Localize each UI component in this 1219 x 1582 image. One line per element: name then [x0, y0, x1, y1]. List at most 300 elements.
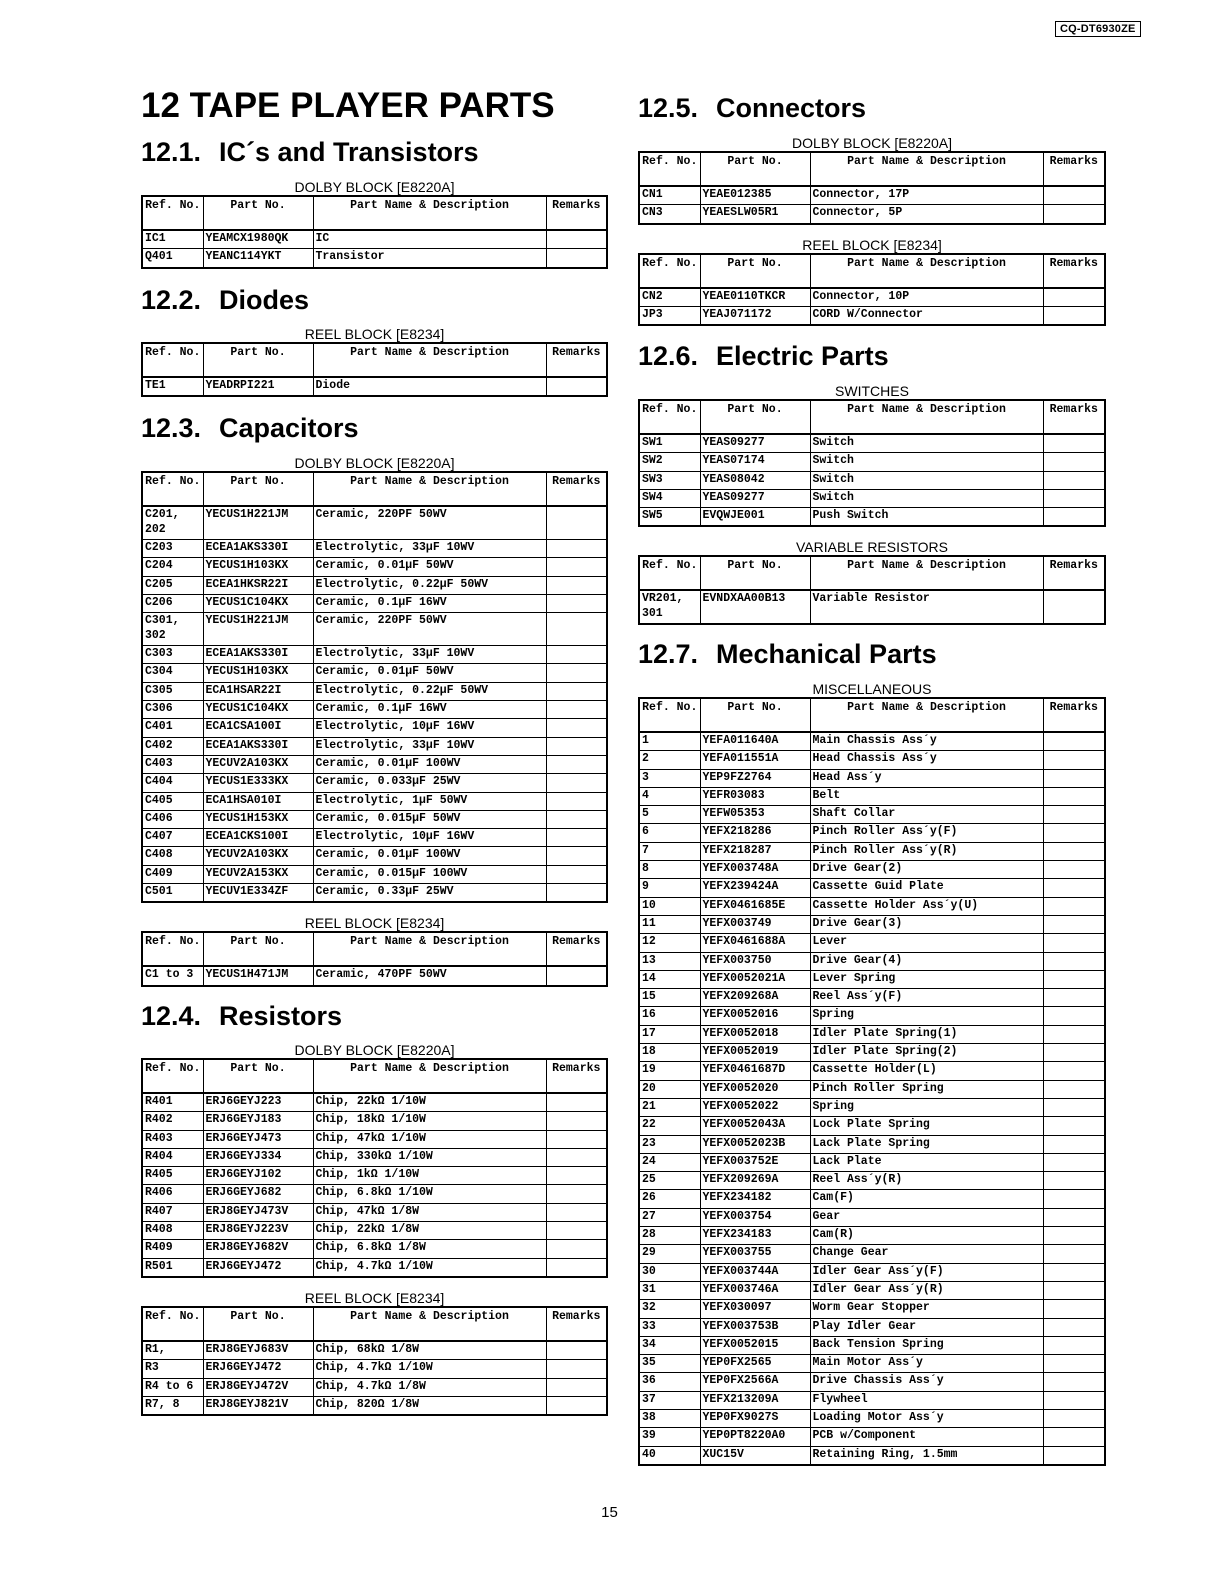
ref-no-cell: SW1	[639, 434, 700, 453]
parts-table	[141, 195, 608, 269]
ref-no-cell: C407	[142, 829, 203, 847]
remarks-cell	[546, 966, 607, 985]
description-cell: Ceramic, 220PF 50WV	[313, 613, 546, 646]
remarks-cell	[1043, 769, 1105, 787]
parts-table	[638, 555, 1106, 625]
description-cell: Electrolytic, 0.22µF 50WV	[313, 682, 546, 700]
description-cell: Chip, 4.7kΩ 1/10W	[313, 1258, 546, 1277]
table-row	[639, 1336, 1105, 1354]
part-no-cell: YEFX234183	[700, 1227, 810, 1245]
description-cell: Ceramic, 470PF 50WV	[313, 966, 546, 985]
remarks-cell	[1043, 1245, 1105, 1263]
description-header: Part Name & Description	[810, 254, 1043, 288]
ref-no-cell: C408	[142, 847, 203, 865]
section-title: Mechanical Parts	[716, 639, 937, 669]
remarks-cell	[546, 540, 607, 558]
table-row	[639, 952, 1105, 970]
ref-no-cell: R4 to 6	[142, 1378, 203, 1396]
ref-no-cell: C404	[142, 774, 203, 792]
table-caption: REEL BLOCK [E8234]	[304, 326, 445, 342]
ref-no-cell: SW3	[639, 471, 700, 489]
remarks-cell	[1043, 1263, 1105, 1281]
ref-no-cell: C405	[142, 792, 203, 810]
part-no-cell: YEP0FX2565	[700, 1355, 810, 1373]
table-row	[639, 806, 1105, 824]
part-no-cell: YEFX003746A	[700, 1281, 810, 1299]
table-caption: REEL BLOCK [E8234]	[802, 236, 942, 253]
table-row	[639, 732, 1105, 751]
part-no-header: Part No.	[203, 932, 313, 966]
description-cell: Main Chassis Ass´y	[810, 732, 1043, 751]
table-row	[639, 1117, 1105, 1135]
part-no-cell: YEFX0052023B	[700, 1135, 810, 1153]
part-no-cell: YEAS09277	[700, 434, 810, 453]
part-no-cell: YEADRPI221	[203, 377, 313, 396]
section-12-3	[141, 411, 608, 987]
remarks-cell	[1043, 1391, 1105, 1409]
ref-no-header: Ref. No.	[639, 254, 700, 288]
part-no-cell: ERJ8GEYJ683V	[203, 1341, 313, 1360]
table-row	[639, 1153, 1105, 1171]
ref-no-cell: R408	[142, 1222, 203, 1240]
ref-no-header: Ref. No.	[639, 698, 700, 732]
remarks-cell	[546, 664, 607, 682]
part-no-cell: ECEA1AKS330I	[203, 540, 313, 558]
part-no-cell: YEFX0052019	[700, 1044, 810, 1062]
part-no-header: Part No.	[700, 400, 810, 434]
table-row	[639, 1007, 1105, 1025]
remarks-cell	[1043, 1336, 1105, 1354]
remarks-cell	[1043, 1227, 1105, 1245]
description-cell: Change Gear	[810, 1245, 1043, 1263]
table-row	[142, 1093, 607, 1112]
table-header-row	[142, 343, 607, 377]
part-no-cell: YEAESLW05R1	[700, 205, 810, 224]
description-cell: Spring	[810, 1007, 1043, 1025]
table-row	[639, 769, 1105, 787]
table-row	[142, 613, 607, 646]
part-no-cell: ERJ8GEYJ472V	[203, 1378, 313, 1396]
table-row	[639, 1098, 1105, 1116]
description-cell: Reel Ass´y(R)	[810, 1172, 1043, 1190]
table-row	[142, 1185, 607, 1203]
table-row	[142, 737, 607, 755]
remarks-cell	[1043, 915, 1105, 933]
table-row	[142, 230, 607, 249]
description-cell: Chip, 22kΩ 1/10W	[313, 1093, 546, 1112]
table-row	[639, 824, 1105, 842]
part-no-header: Part No.	[203, 1059, 313, 1093]
description-cell: Ceramic, 0.1µF 16WV	[313, 594, 546, 612]
remarks-cell	[1043, 1080, 1105, 1098]
description-header: Part Name & Description	[810, 400, 1043, 434]
parts-table	[141, 471, 608, 903]
ref-no-cell: 11	[639, 915, 700, 933]
remarks-cell	[1043, 989, 1105, 1007]
ref-no-cell: 1	[639, 732, 700, 751]
remarks-header: Remarks	[546, 1307, 607, 1341]
description-header: Part Name & Description	[313, 1307, 546, 1341]
ref-no-cell: IC1	[142, 230, 203, 249]
table-row	[142, 576, 607, 594]
ref-no-cell: C501	[142, 884, 203, 903]
ref-no-cell: 19	[639, 1062, 700, 1080]
part-no-cell: YEFR03083	[700, 787, 810, 805]
table-caption: MISCELLANEOUS	[812, 681, 932, 697]
part-no-cell: ECEA1AKS330I	[203, 646, 313, 664]
remarks-cell	[546, 1341, 607, 1360]
table-row	[142, 646, 607, 664]
remarks-header: Remarks	[546, 932, 607, 966]
part-no-cell: YEFA011640A	[700, 732, 810, 751]
part-no-cell: YEFX0052015	[700, 1336, 810, 1354]
ref-no-cell: R406	[142, 1185, 203, 1203]
remarks-cell	[1043, 934, 1105, 952]
table-row	[639, 897, 1105, 915]
remarks-header: Remarks	[1043, 152, 1105, 186]
remarks-header: Remarks	[1043, 698, 1105, 732]
part-no-cell: ERJ6GEYJ682	[203, 1185, 313, 1203]
parts-table	[141, 342, 608, 397]
section-title: Resistors	[219, 1001, 343, 1031]
table-header-row	[639, 254, 1105, 288]
description-cell: Head Ass´y	[810, 769, 1043, 787]
part-no-cell: YEP0PT8220A0	[700, 1428, 810, 1446]
remarks-cell	[1043, 1172, 1105, 1190]
table-row	[142, 1360, 607, 1378]
part-no-cell: ERJ6GEYJ183	[203, 1112, 313, 1130]
table-row	[639, 1080, 1105, 1098]
table-row	[142, 682, 607, 700]
description-cell: Worm Gear Stopper	[810, 1300, 1043, 1318]
part-no-cell: ERJ8GEYJ223V	[203, 1222, 313, 1240]
remarks-cell	[546, 884, 607, 903]
description-cell: Pinch Roller Ass´y(F)	[810, 824, 1043, 842]
ref-no-cell: 40	[639, 1446, 700, 1465]
description-cell: Electrolytic, 33µF 10WV	[313, 737, 546, 755]
remarks-cell	[1043, 842, 1105, 860]
remarks-cell	[546, 1185, 607, 1203]
remarks-cell	[1043, 1117, 1105, 1135]
table-row	[639, 1245, 1105, 1263]
part-no-cell: YECUS1E333KX	[203, 774, 313, 792]
part-no-cell: YEP0FX2566A	[700, 1373, 810, 1391]
section-12-4	[141, 999, 608, 1416]
ref-no-cell: 3	[639, 769, 700, 787]
description-cell: Chip, 4.7kΩ 1/8W	[313, 1378, 546, 1396]
remarks-cell	[1043, 1281, 1105, 1299]
remarks-cell	[1043, 952, 1105, 970]
remarks-cell	[546, 594, 607, 612]
table-row	[142, 1130, 607, 1148]
description-cell: Electrolytic, 10µF 16WV	[313, 829, 546, 847]
part-no-cell: YEAE0110TKCR	[700, 288, 810, 307]
table-row	[639, 915, 1105, 933]
part-no-cell: YEFX0052016	[700, 1007, 810, 1025]
remarks-cell	[1043, 1025, 1105, 1043]
section-number: 12.3.	[141, 413, 202, 443]
part-no-cell: YEAJ071172	[700, 306, 810, 325]
part-no-cell: YECUS1C104KX	[203, 594, 313, 612]
ref-no-cell: 17	[639, 1025, 700, 1043]
remarks-cell	[546, 1148, 607, 1166]
part-no-cell: YEFX218286	[700, 824, 810, 842]
description-cell: Chip, 4.7kΩ 1/10W	[313, 1360, 546, 1378]
remarks-cell	[546, 1396, 607, 1415]
table-row	[639, 489, 1105, 507]
table-row	[142, 506, 607, 540]
description-cell: Ceramic, 0.01µF 50WV	[313, 558, 546, 576]
description-cell: Chip, 1kΩ 1/10W	[313, 1167, 546, 1185]
part-no-cell: YECUV2A103KX	[203, 755, 313, 773]
part-no-header: Part No.	[203, 343, 313, 377]
ref-no-cell: R3	[142, 1360, 203, 1378]
ref-no-cell: C401	[142, 719, 203, 737]
parts-table	[141, 1058, 608, 1278]
part-no-cell: YEAS07174	[700, 453, 810, 471]
description-cell: Back Tension Spring	[810, 1336, 1043, 1354]
page-number: 15	[601, 1504, 618, 1521]
description-header: Part Name & Description	[313, 1059, 546, 1093]
description-cell: Chip, 6.8kΩ 1/8W	[313, 1240, 546, 1258]
table-row	[142, 1258, 607, 1277]
ref-no-cell: 24	[639, 1153, 700, 1171]
remarks-cell	[1043, 1300, 1105, 1318]
ref-no-cell: 28	[639, 1227, 700, 1245]
table-row	[639, 306, 1105, 325]
description-header: Part Name & Description	[810, 698, 1043, 732]
table-row	[639, 1391, 1105, 1409]
table-row	[142, 792, 607, 810]
description-cell: Chip, 330kΩ 1/10W	[313, 1148, 546, 1166]
description-cell: Chip, 22kΩ 1/8W	[313, 1222, 546, 1240]
description-cell: Ceramic, 0.01µF 100WV	[313, 755, 546, 773]
description-cell: Drive Gear(2)	[810, 861, 1043, 879]
ref-no-cell: 16	[639, 1007, 700, 1025]
part-no-header: Part No.	[203, 1307, 313, 1341]
part-no-cell: YEFX0052021A	[700, 970, 810, 988]
table-row	[142, 966, 607, 985]
table-row	[142, 249, 607, 268]
part-no-cell: YEFX003744A	[700, 1263, 810, 1281]
ref-no-cell: 23	[639, 1135, 700, 1153]
ref-no-header: Ref. No.	[639, 556, 700, 590]
description-header: Part Name & Description	[810, 152, 1043, 186]
ref-no-cell: 34	[639, 1336, 700, 1354]
part-no-cell: XUC15V	[700, 1446, 810, 1465]
remarks-cell	[546, 1240, 607, 1258]
table-row	[142, 1148, 607, 1166]
remarks-cell	[546, 377, 607, 396]
description-cell: Ceramic, 220PF 50WV	[313, 506, 546, 540]
ref-no-cell: TE1	[142, 377, 203, 396]
section-number: 12.2.	[141, 285, 202, 315]
ref-no-cell: C206	[142, 594, 203, 612]
remarks-cell	[1043, 1190, 1105, 1208]
description-header: Part Name & Description	[313, 343, 546, 377]
ref-no-cell: C402	[142, 737, 203, 755]
table-row	[639, 471, 1105, 489]
description-cell: Idler Plate Spring(1)	[810, 1025, 1043, 1043]
ref-no-cell: 29	[639, 1245, 700, 1263]
part-no-cell: YEAMCX1980QK	[203, 230, 313, 249]
section-number: 12.6.	[638, 341, 699, 371]
table-row	[639, 186, 1105, 205]
ref-no-cell: C203	[142, 540, 203, 558]
part-no-cell: YEAS09277	[700, 489, 810, 507]
part-no-cell: YECUS1H221JM	[203, 506, 313, 540]
remarks-cell	[1043, 970, 1105, 988]
ref-no-cell: 32	[639, 1300, 700, 1318]
table-row	[142, 1222, 607, 1240]
description-cell: Ceramic, 0.01µF 50WV	[313, 664, 546, 682]
description-cell: Cassette Holder(L)	[810, 1062, 1043, 1080]
remarks-cell	[546, 774, 607, 792]
ref-no-cell: 6	[639, 824, 700, 842]
table-row	[639, 288, 1105, 307]
remarks-cell	[546, 682, 607, 700]
remarks-cell	[1043, 879, 1105, 897]
table-caption: DOLBY BLOCK [E8220A]	[294, 179, 455, 195]
part-no-cell: YEAS08042	[700, 471, 810, 489]
table-row	[142, 884, 607, 903]
ref-no-cell: R402	[142, 1112, 203, 1130]
ref-no-header: Ref. No.	[639, 152, 700, 186]
description-cell: Ceramic, 0.33µF 25WV	[313, 884, 546, 903]
remarks-cell	[1043, 1098, 1105, 1116]
model-tag: CQ-DT6930ZE	[1055, 21, 1141, 37]
ref-no-cell: R1,	[142, 1341, 203, 1360]
description-cell: Retaining Ring, 1.5mm	[810, 1446, 1043, 1465]
remarks-cell	[1043, 824, 1105, 842]
remarks-cell	[546, 506, 607, 540]
part-no-cell: YEFX239424A	[700, 879, 810, 897]
section-number: 12.1.	[141, 137, 202, 167]
remarks-cell	[1043, 1044, 1105, 1062]
part-no-cell: ERJ8GEYJ473V	[203, 1203, 313, 1221]
table-row	[639, 1318, 1105, 1336]
description-cell: Lever	[810, 934, 1043, 952]
description-cell: Cassette Guid Plate	[810, 879, 1043, 897]
remarks-cell	[1043, 186, 1105, 205]
ref-no-cell: C303	[142, 646, 203, 664]
table-row	[639, 1300, 1105, 1318]
part-no-cell: YECUV2A103KX	[203, 847, 313, 865]
description-header: Part Name & Description	[313, 196, 546, 230]
description-cell: Main Motor Ass´y	[810, 1355, 1043, 1373]
description-header: Part Name & Description	[810, 556, 1043, 590]
description-cell: Electrolytic, 33µF 10WV	[313, 646, 546, 664]
ref-no-cell: 18	[639, 1044, 700, 1062]
part-no-cell: YEFX003752E	[700, 1153, 810, 1171]
remarks-cell	[1043, 1153, 1105, 1171]
ref-no-cell: 22	[639, 1117, 700, 1135]
description-cell: Pinch Roller Spring	[810, 1080, 1043, 1098]
description-cell: Loading Motor Ass´y	[810, 1409, 1043, 1427]
section-title: Connectors	[716, 93, 867, 123]
ref-no-cell: SW4	[639, 489, 700, 507]
parts-table	[638, 151, 1106, 225]
remarks-cell	[1043, 453, 1105, 471]
remarks-cell	[1043, 806, 1105, 824]
description-cell: Connector, 17P	[810, 186, 1043, 205]
remarks-cell	[1043, 1409, 1105, 1427]
part-no-cell: YECUV1E334ZF	[203, 884, 313, 903]
table-header-row	[639, 152, 1105, 186]
table-header-row	[639, 698, 1105, 732]
ref-no-cell: R407	[142, 1203, 203, 1221]
ref-no-cell: 39	[639, 1428, 700, 1446]
description-cell: Switch	[810, 453, 1043, 471]
remarks-cell	[1043, 508, 1105, 527]
part-no-cell: ERJ6GEYJ473	[203, 1130, 313, 1148]
parts-table	[141, 1306, 608, 1416]
table-header-row	[142, 1059, 607, 1093]
part-no-cell: ECA1HSA010I	[203, 792, 313, 810]
table-row	[639, 508, 1105, 527]
part-no-cell: YEFA011551A	[700, 751, 810, 769]
ref-no-cell: C306	[142, 701, 203, 719]
part-no-cell: YECUS1C104KX	[203, 701, 313, 719]
table-row	[639, 205, 1105, 224]
description-cell: Drive Gear(4)	[810, 952, 1043, 970]
part-no-cell: YEANC114YKT	[203, 249, 313, 268]
ref-no-header: Ref. No.	[639, 400, 700, 434]
ref-no-cell: 37	[639, 1391, 700, 1409]
part-no-cell: YEFX0052018	[700, 1025, 810, 1043]
parts-table	[638, 399, 1106, 527]
table-row	[142, 865, 607, 883]
part-no-header: Part No.	[203, 196, 313, 230]
description-cell: Switch	[810, 434, 1043, 453]
table-row	[639, 1208, 1105, 1226]
description-cell: IC	[313, 230, 546, 249]
ref-no-header: Ref. No.	[142, 472, 203, 506]
table-row	[639, 787, 1105, 805]
table-row	[639, 1190, 1105, 1208]
table-row	[142, 847, 607, 865]
description-cell: Chip, 6.8kΩ 1/10W	[313, 1185, 546, 1203]
description-cell: Ceramic, 0.01µF 100WV	[313, 847, 546, 865]
ref-no-cell: 14	[639, 970, 700, 988]
remarks-cell	[546, 829, 607, 847]
ref-no-cell: VR201, 301	[639, 590, 700, 624]
ref-no-cell: R7, 8	[142, 1396, 203, 1415]
description-cell: Push Switch	[810, 508, 1043, 527]
table-row	[142, 1341, 607, 1360]
remarks-cell	[546, 613, 607, 646]
description-cell: Electrolytic, 1µF 50WV	[313, 792, 546, 810]
ref-no-cell: 38	[639, 1409, 700, 1427]
description-cell: Electrolytic, 33µF 10WV	[313, 540, 546, 558]
table-row	[639, 1263, 1105, 1281]
ref-no-cell: 9	[639, 879, 700, 897]
part-no-cell: YEFX003755	[700, 1245, 810, 1263]
ref-no-cell: 25	[639, 1172, 700, 1190]
remarks-cell	[1043, 861, 1105, 879]
table-row	[142, 540, 607, 558]
description-cell: Ceramic, 0.033µF 25WV	[313, 774, 546, 792]
remarks-cell	[546, 1378, 607, 1396]
table-row	[142, 1167, 607, 1185]
table-row	[639, 1135, 1105, 1153]
remarks-header: Remarks	[546, 472, 607, 506]
parts-table	[638, 697, 1106, 1466]
part-no-header: Part No.	[700, 556, 810, 590]
table-row	[142, 1112, 607, 1130]
table-row	[142, 829, 607, 847]
table-header-row	[639, 400, 1105, 434]
